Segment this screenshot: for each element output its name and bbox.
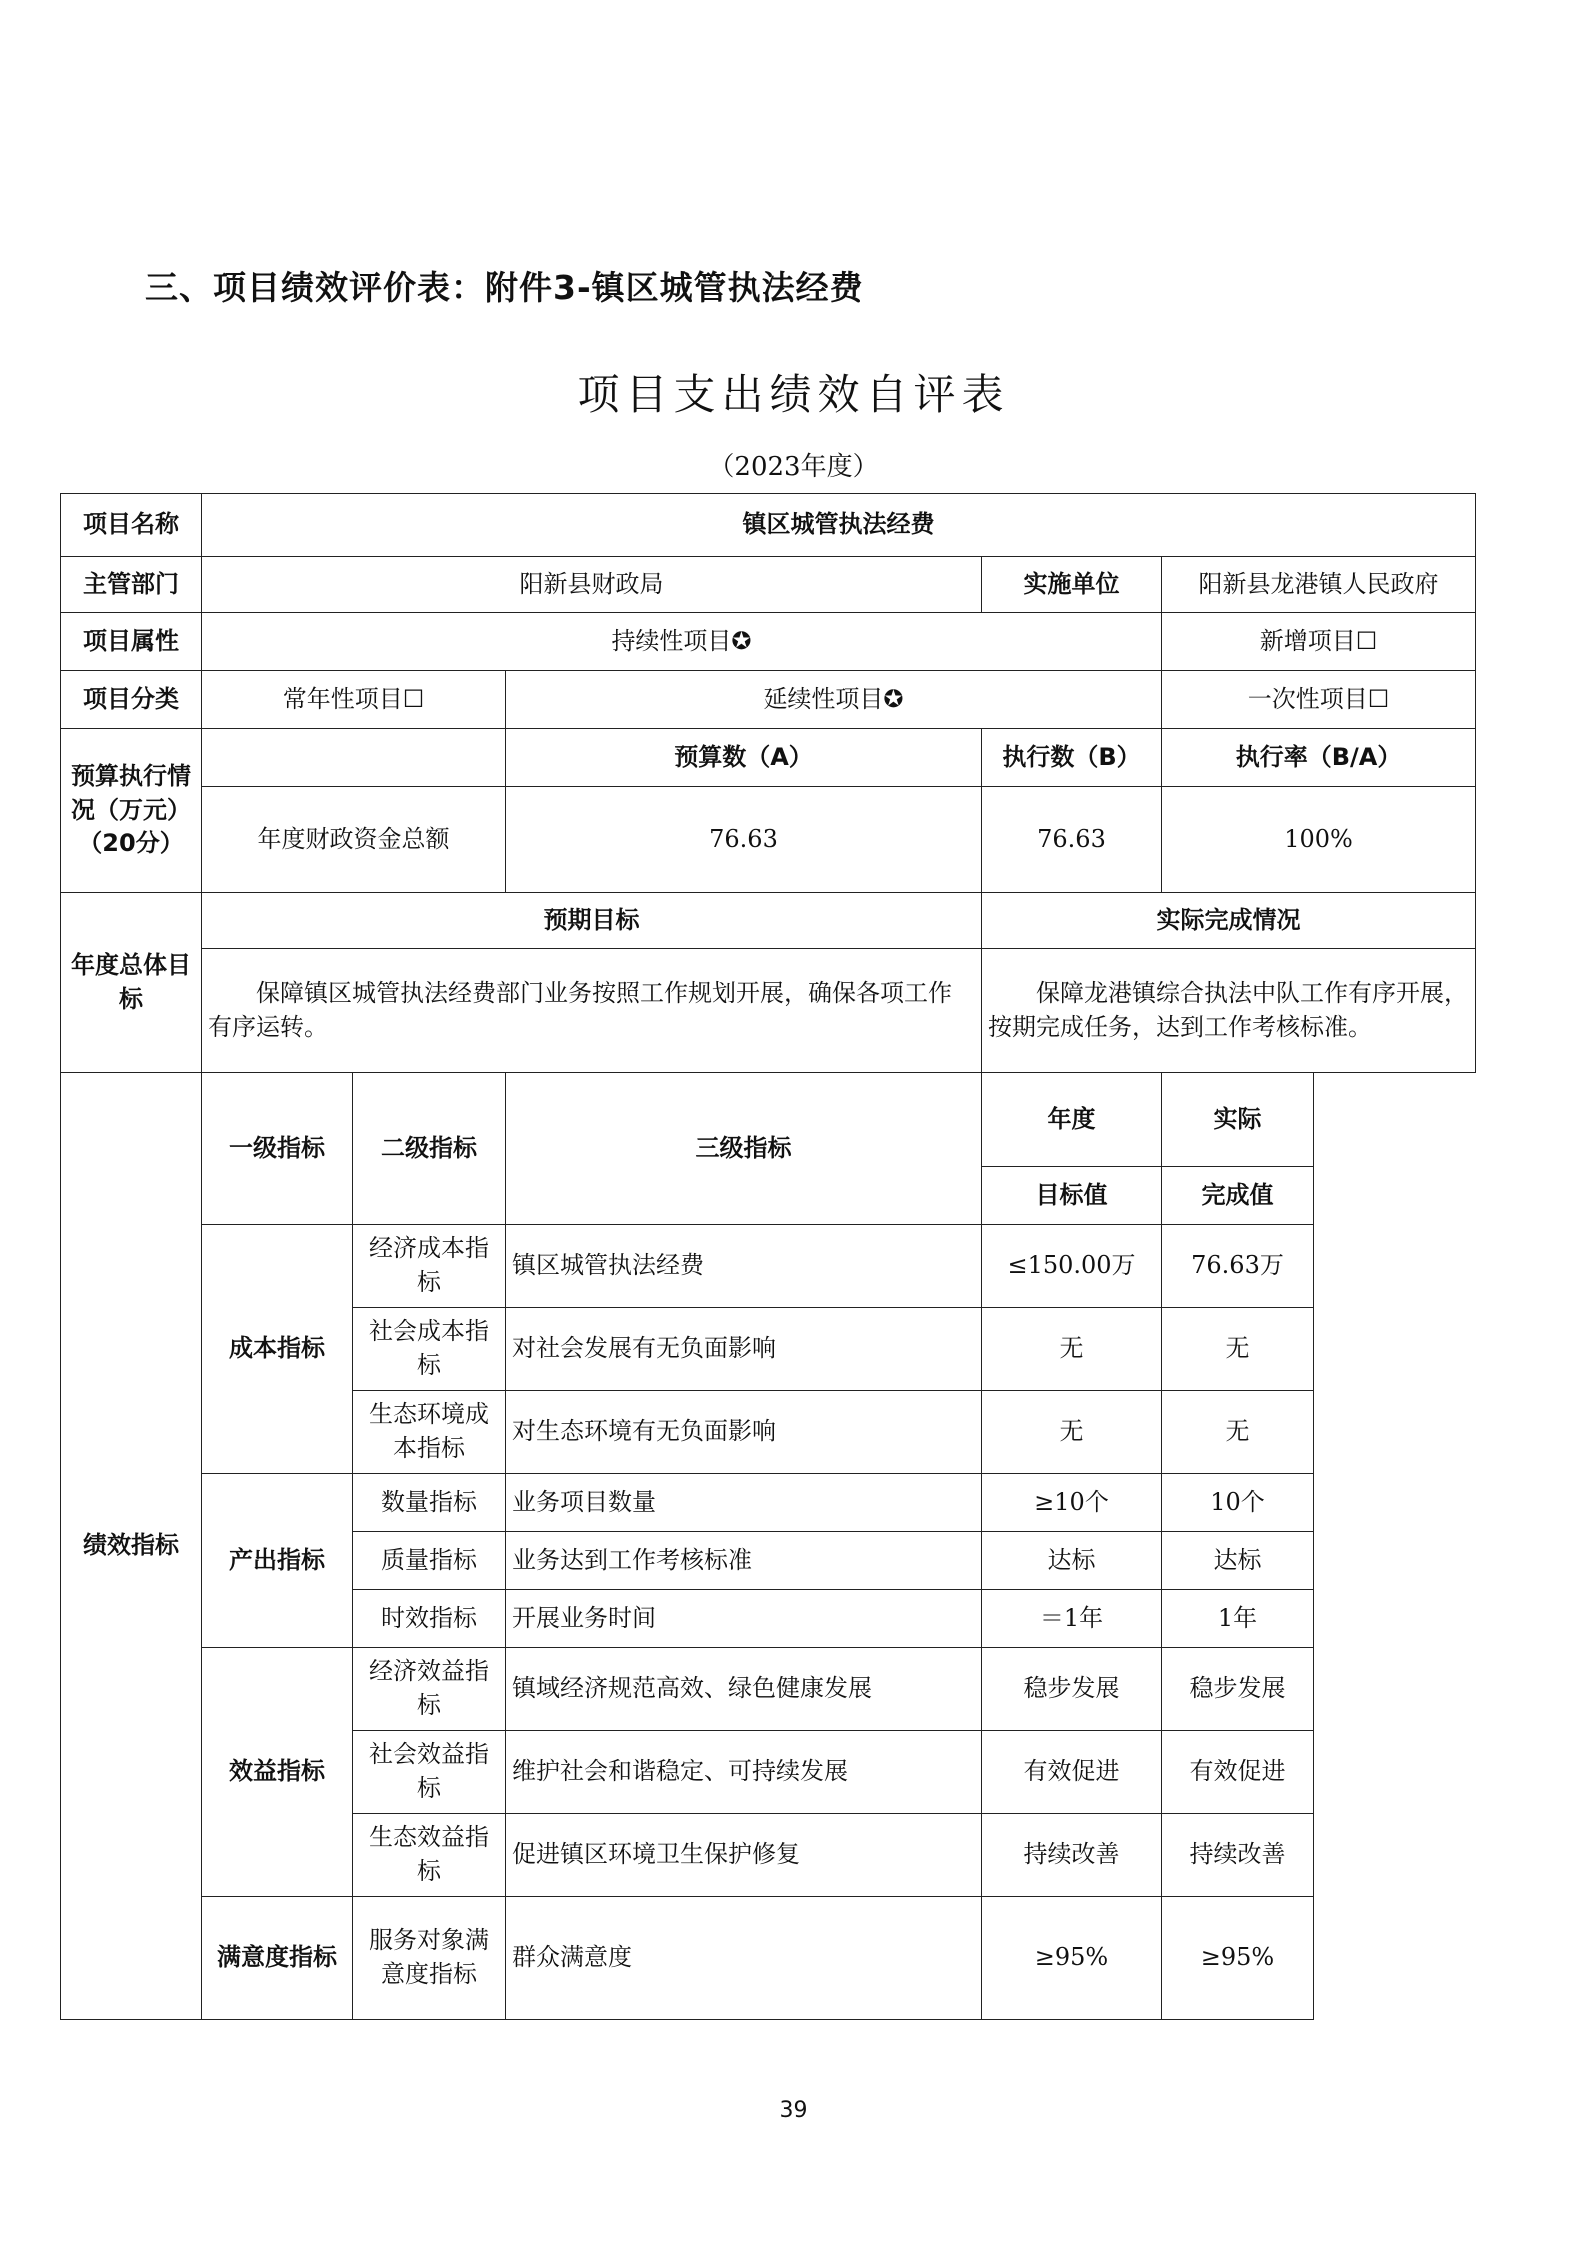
actual-completion-text: 保障龙港镇综合执法中队工作有序开展，按期完成任务，达到工作考核标准。 [982,949,1476,1073]
row-indicator-header-1 [61,1073,1476,1167]
annual-goals-label: 年度总体目标 [61,893,202,1073]
page-number: 39 [779,2098,808,2123]
project-name-value: 镇区城管执法经费 [202,494,1476,557]
level3-cell: 镇域经济规范高效、绿色健康发展 [506,1648,982,1731]
document-year: （2023年度） [708,452,879,482]
project-attribute-label: 项目属性 [61,613,202,671]
actual-cell: 有效促进 [1162,1731,1314,1814]
managing-dept-label: 主管部门 [61,557,202,613]
project-category-label: 项目分类 [61,671,202,729]
level2-cell: 时效指标 [353,1590,506,1648]
budget-execution-label: 预算执行情况（万元）（20分） [61,729,202,893]
level3-cell: 对社会发展有无负面影响 [506,1308,982,1391]
level2-cell: 经济效益指标 [353,1648,506,1731]
implementing-unit-label: 实施单位 [982,557,1162,613]
target-cell: 达标 [982,1532,1162,1590]
level1-header: 一级指标 [202,1073,353,1225]
actual-cell: 持续改善 [1162,1814,1314,1897]
level1-output: 产出指标 [202,1474,353,1648]
rate-value: 100% [1162,787,1476,893]
actual-completion-header: 实际完成情况 [982,893,1476,949]
expected-goal-header: 预期目标 [202,893,982,949]
target-cell: 持续改善 [982,1814,1162,1897]
target-cell: ＝1年 [982,1590,1162,1648]
category-onetime: 一次性项目☐ [1162,671,1476,729]
category-extended: 延续性项目✪ [506,671,1162,729]
actual-cell: 达标 [1162,1532,1314,1590]
level3-header: 三级指标 [506,1073,982,1225]
row-project-name [61,494,1476,557]
annual-header: 年度 [982,1073,1162,1167]
target-cell: 稳步发展 [982,1648,1162,1731]
budget-col-rate: 执行率（B/A） [1162,729,1476,787]
actual-cell: 1年 [1162,1590,1314,1648]
level3-cell: 对生态环境有无负面影响 [506,1391,982,1474]
actual-cell: 无 [1162,1308,1314,1391]
implementing-unit-value: 阳新县龙港镇人民政府 [1162,557,1476,613]
row-budget-values [61,787,1476,893]
level3-cell: 维护社会和谐稳定、可持续发展 [506,1731,982,1814]
level2-cell: 社会效益指标 [353,1731,506,1814]
level3-cell: 促进镇区环境卫生保护修复 [506,1814,982,1897]
category-regular: 常年性项目☐ [202,671,506,729]
budget-value: 76.63 [506,787,982,893]
level2-cell: 服务对象满意度指标 [353,1897,506,2020]
level1-cost: 成本指标 [202,1225,353,1474]
row-budget-header [61,729,1476,787]
indicator-row [61,1897,1476,2020]
row-departments [61,557,1476,613]
level2-cell: 质量指标 [353,1532,506,1590]
performance-indicators-label: 绩效指标 [61,1073,202,2020]
indicator-row [61,1648,1476,1731]
level2-cell: 生态环境成本指标 [353,1391,506,1474]
budget-row-label: 年度财政资金总额 [202,787,506,893]
managing-dept-value: 阳新县财政局 [202,557,982,613]
level1-benefit: 效益指标 [202,1648,353,1897]
level3-cell: 业务项目数量 [506,1474,982,1532]
level3-cell: 群众满意度 [506,1897,982,2020]
section-heading: 三、项目绩效评价表：附件3-镇区城管执法经费 [145,268,864,307]
level2-cell: 数量指标 [353,1474,506,1532]
actual-cell: 10个 [1162,1474,1314,1532]
attribute-new: 新增项目☐ [1162,613,1476,671]
row-goals-content [61,949,1476,1073]
actual-header: 实际 [1162,1073,1314,1167]
performance-evaluation-table [60,493,1476,2020]
budget-col-budget: 预算数（A） [506,729,982,787]
target-value-header: 目标值 [982,1167,1162,1225]
actual-cell: ≥95% [1162,1897,1314,2020]
actual-cell: 无 [1162,1391,1314,1474]
level1-satisfaction: 满意度指标 [202,1897,353,2020]
target-cell: ≥95% [982,1897,1162,2020]
expected-goal-text: 保障镇区城管执法经费部门业务按照工作规划开展，确保各项工作有序运转。 [202,949,982,1073]
actual-cell: 稳步发展 [1162,1648,1314,1731]
level3-cell: 镇区城管执法经费 [506,1225,982,1308]
target-cell: ≤150.00万 [982,1225,1162,1308]
project-name-label: 项目名称 [61,494,202,557]
level3-cell: 业务达到工作考核标准 [506,1532,982,1590]
target-cell: ≥10个 [982,1474,1162,1532]
attribute-continuing: 持续性项目✪ [202,613,1162,671]
budget-col-executed: 执行数（B） [982,729,1162,787]
level3-cell: 开展业务时间 [506,1590,982,1648]
level2-cell: 经济成本指标 [353,1225,506,1308]
row-project-attribute [61,613,1476,671]
budget-header-empty [202,729,506,787]
document-title: 项目支出绩效自评表 [577,370,1010,419]
indicator-row [61,1225,1476,1308]
target-cell: 无 [982,1308,1162,1391]
indicator-row [61,1474,1476,1532]
row-project-category [61,671,1476,729]
level2-header: 二级指标 [353,1073,506,1225]
actual-cell: 76.63万 [1162,1225,1314,1308]
target-cell: 无 [982,1391,1162,1474]
row-goals-header [61,893,1476,949]
target-cell: 有效促进 [982,1731,1162,1814]
completed-value-header: 完成值 [1162,1167,1314,1225]
executed-value: 76.63 [982,787,1162,893]
level2-cell: 社会成本指标 [353,1308,506,1391]
level2-cell: 生态效益指标 [353,1814,506,1897]
